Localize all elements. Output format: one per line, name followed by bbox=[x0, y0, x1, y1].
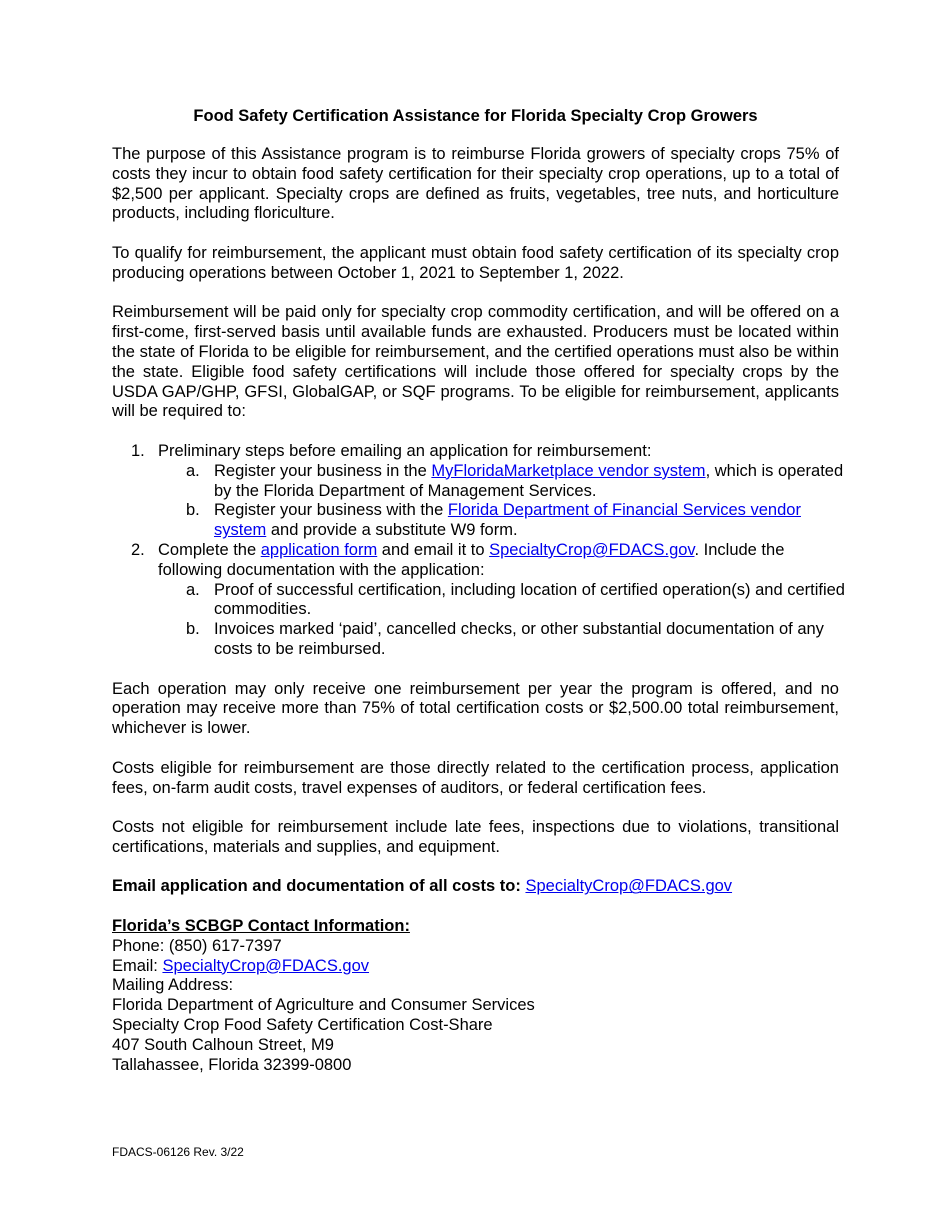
step1-text: Preliminary steps before emailing an application for reimbursement: bbox=[158, 441, 652, 460]
address-line: Florida Department of Agriculture and Consumer Services bbox=[112, 996, 535, 1015]
list-letter: a. bbox=[186, 580, 200, 599]
sub-list bbox=[158, 462, 852, 541]
myfloridamarketplace-link[interactable]: MyFloridaMarketplace vendor system bbox=[431, 461, 706, 480]
list-item bbox=[158, 620, 852, 660]
address-line: Specialty Crop Food Safety Certification Cost-Share bbox=[112, 1016, 493, 1035]
contact-info bbox=[112, 917, 839, 1075]
address-line: Tallahassee, Florida 32399-0800 bbox=[112, 1055, 352, 1074]
requirements-list bbox=[112, 442, 852, 660]
list-letter: b. bbox=[186, 501, 200, 520]
qualify-paragraph: To qualify for reimbursement, the applicant must obtain food safety certification of its specialty crop producing operations between October 1, 2021 to September 1, 2022. bbox=[112, 243, 839, 282]
list-letter: a. bbox=[186, 461, 200, 480]
step1a-text-before: Register your business in the bbox=[214, 461, 432, 480]
step2-text-after: . Include the following documentation with the application: bbox=[158, 540, 785, 579]
step2-text-middle: and email it to bbox=[377, 540, 490, 559]
email-instructions bbox=[112, 877, 839, 897]
step1a-text-after: , which is operated by the Florida Department of Management Services. bbox=[214, 461, 844, 500]
document-title: Food Safety Certification Assistance for Florida Specialty Crop Growers bbox=[193, 107, 758, 125]
eligible-costs-paragraph: Costs eligible for reimbursement are those directly related to the certification process, application fees, on-farm audit costs, travel expenses of auditors, or federal certification fees. bbox=[112, 758, 839, 797]
specialty-crop-email-link[interactable]: SpecialtyCrop@FDACS.gov bbox=[489, 540, 695, 559]
list-item bbox=[158, 462, 852, 502]
step2b-text: Invoices marked ‘paid’, cancelled checks, or other substantial documentation of any costs to be reimbursed. bbox=[214, 620, 824, 658]
list-item bbox=[158, 501, 852, 541]
email-instructions-link[interactable]: SpecialtyCrop@FDACS.gov bbox=[525, 877, 733, 896]
sub-list bbox=[158, 581, 852, 660]
list-number: 2. bbox=[131, 540, 145, 559]
step2a-text: Proof of successful certification, including location of certified operation(s) and certified commodities. bbox=[214, 580, 845, 619]
document-body bbox=[112, 106, 845, 1075]
application-form-link[interactable]: application form bbox=[260, 540, 378, 559]
dfs-vendor-system-link[interactable]: Florida Department of Financial Services vendor system bbox=[214, 501, 801, 540]
contact-phone: Phone: (850) 617-7397 bbox=[112, 936, 282, 955]
purpose-paragraph: The purpose of this Assistance program is to reimburse Florida growers of specialty crops 75% of costs they incur to obtain food safety certification for their specialty crop operations, up to a total of $2,500 per applicant. Specialty crops are defined as fruits, vegetables, tree nuts, and horticulture products, including floriculture. bbox=[112, 145, 839, 223]
address-line: 407 South Calhoun Street, M9 bbox=[112, 1035, 334, 1054]
list-letter: b. bbox=[186, 620, 200, 639]
form-number-footer: FDACS-06126 Rev. 3/22 bbox=[112, 1145, 244, 1159]
email-instructions-label: Email application and documentation of all costs to: bbox=[112, 877, 521, 896]
step1b-text-before: Register your business with the bbox=[214, 501, 448, 520]
one-per-year-paragraph: Each operation may only receive one reimbursement per year the program is offered, and no operation may receive more than 75% of total certification costs or $2,500.00 total reimbursement, whichever is lower. bbox=[112, 679, 839, 738]
reimbursement-paragraph: Reimbursement will be paid only for specialty crop commodity certification, and will be offered on a first-come, first-served basis until available funds are exhausted. Producers must be located within the state of Florida to be eligible for reimbursement, and the certified operations must also be within the state. Eligible food safety certifications will include those offered for specialty crops by the USDA GAP/GHP, GFSI, GlobalGAP, or SQF programs. To be eligible for reimbursement, applicants will be required to: bbox=[112, 303, 839, 421]
list-item bbox=[112, 442, 852, 541]
step2-text-before: Complete the bbox=[158, 540, 261, 559]
contact-heading: Florida’s SCBGP Contact Information: bbox=[112, 917, 410, 936]
step1b-text-after: and provide a substitute W9 form. bbox=[266, 521, 518, 540]
list-item bbox=[112, 541, 852, 660]
contact-email-line bbox=[112, 957, 839, 977]
list-item bbox=[158, 581, 852, 621]
contact-email-link[interactable]: SpecialtyCrop@FDACS.gov bbox=[162, 956, 370, 975]
mailing-address-label: Mailing Address: bbox=[112, 976, 234, 995]
list-number: 1. bbox=[131, 441, 145, 460]
contact-email-label: Email: bbox=[112, 956, 163, 975]
ineligible-costs-paragraph: Costs not eligible for reimbursement include late fees, inspections due to violations, transitional certifications, materials and supplies, and equipment. bbox=[112, 818, 839, 856]
